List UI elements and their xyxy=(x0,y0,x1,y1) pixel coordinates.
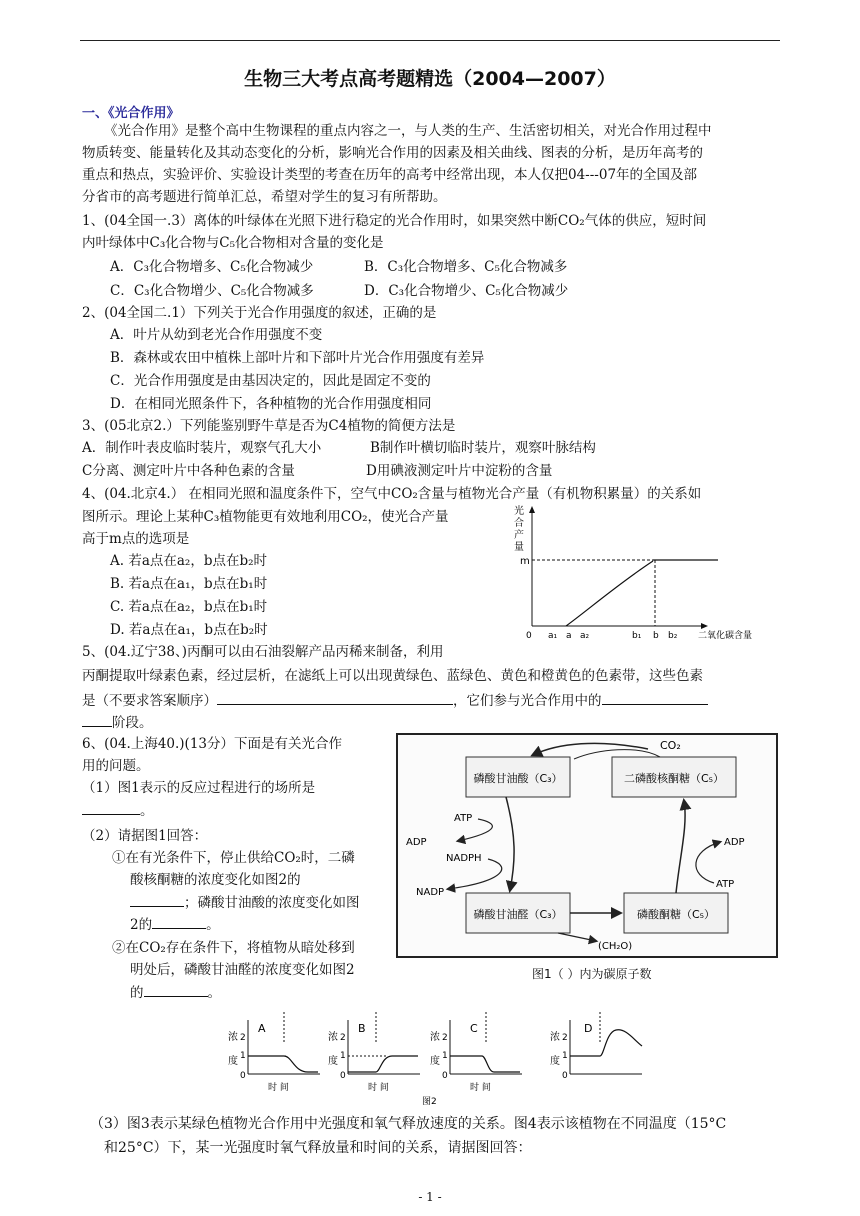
graph-tick-b: b xyxy=(653,631,659,641)
q4-option-d: D. 若a点在a₁，b点在b₂时 xyxy=(110,622,268,638)
panel-b-tick-1: 1 xyxy=(340,1051,346,1061)
page-number: - 1 - xyxy=(418,1190,442,1204)
panel-a-tick-2: 2 xyxy=(240,1033,246,1043)
intro-line-4: 分省市的高考题进行简单汇总，希望对学生的复习有所帮助。 xyxy=(82,189,447,205)
q5-line-4-text: 阶段。 xyxy=(112,715,153,731)
panel-c-ylabel-top: 浓 xyxy=(430,1032,440,1043)
graph-tick-b2: b₂ xyxy=(668,631,678,641)
figure-1-calvin-cycle xyxy=(396,733,778,958)
adp-label-right: ADP xyxy=(724,837,745,848)
q5-line-3-mid: ，它们参与光合作用中的 xyxy=(453,693,602,709)
graph-ylabel-3: 产 xyxy=(514,530,524,541)
panel-c-ylabel-bottom: 度 xyxy=(430,1056,440,1067)
q1-option-c: C．C₃化合物增少、C₅化合物减多 xyxy=(110,283,314,299)
q3-option-a: A．制作叶表皮临时装片，观察气孔大小 xyxy=(82,440,322,456)
q6-sub2-2-end: 。 xyxy=(207,985,221,1001)
q5-line-3 xyxy=(82,690,708,711)
q6-sub1-line: （1）图1表示的反应过程进行的场所是 xyxy=(82,780,316,796)
ru5p-to-rubp-arrow xyxy=(676,801,685,893)
q1-option-d: D．C₃化合物增少、C₅化合物减少 xyxy=(364,283,569,299)
panel-a-ylabel-bottom: 度 xyxy=(228,1056,238,1067)
panel-b-ylabel-top: 浓 xyxy=(328,1032,338,1043)
q1-option-b: B．C₃化合物增多、C₅化合物减多 xyxy=(364,259,568,275)
graph-origin: 0 xyxy=(526,631,532,641)
graph-tick-b1: b₁ xyxy=(632,631,642,641)
q5-line-1: 5、(04.辽宁38、)丙酮可以由石油裂解产品丙稀来制备，利用 xyxy=(82,644,444,660)
graph-panel-b xyxy=(328,1012,420,1093)
panel-a-label: A xyxy=(258,1022,266,1035)
pga-to-pgald-arrow xyxy=(506,797,514,890)
q3-option-c: C分离、测定叶片中各种色素的含量 xyxy=(82,463,295,479)
panel-b-ylabel-bottom: 度 xyxy=(328,1056,338,1067)
atp-label-left: ATP xyxy=(454,813,473,824)
nadp-label: NADP xyxy=(416,887,445,898)
q5-answer-blank-2[interactable] xyxy=(602,690,708,705)
graph-panel-d xyxy=(550,1012,642,1081)
graph-x-arrow xyxy=(701,623,708,629)
graph-ylabel-1: 光 xyxy=(514,506,524,517)
panel-b-curve xyxy=(348,1056,418,1072)
panel-c-curve xyxy=(450,1056,520,1072)
q6-sub2-heading: （2）请据图1回答： xyxy=(82,828,208,844)
q3-option-d: D用碘液测定叶片中淀粉的含量 xyxy=(366,463,553,479)
panel-c-xlabel: 时 间 xyxy=(470,1083,491,1093)
figure-2-concentration-graphs xyxy=(220,1004,680,1108)
panel-d-ylabel-top: 浓 xyxy=(550,1032,560,1043)
q1-stem-line-1: 1、(04全国一.3）离体的叶绿体在光照下进行稳定的光合作用时，如果突然中断CO₂气体的供应，短时间 xyxy=(82,213,707,229)
q6-sub2-1-blank-2[interactable] xyxy=(152,914,206,929)
q4-stem-line-2: 图所示。理论上某种C₃植物能更有效地利用CO₂，使光合产量 xyxy=(82,509,449,525)
q6-sub2-1-line-1: ①在有光条件下，停止供给CO₂时，二磷 xyxy=(112,850,355,866)
graph-tick-a1: a₁ xyxy=(548,631,558,641)
q4-stem-line-3: 高于m点的选项是 xyxy=(82,531,190,547)
panel-d-tick-2: 2 xyxy=(562,1033,568,1043)
graph-xlabel: 二氧化碳含量 xyxy=(698,631,753,641)
panel-d-tick-0: 0 xyxy=(562,1071,568,1081)
q6-sub3-line-2: 和25°C）下，某一光强度时氧气释放量和时间的关系，请据图回答： xyxy=(104,1140,532,1156)
panel-c-label: C xyxy=(470,1022,478,1035)
header-rule xyxy=(80,40,780,41)
q2-stem: 2、(04全国二.1）下列关于光合作用强度的叙述，正确的是 xyxy=(82,305,437,321)
q5-line-3-start: 是（不要求答案顺序） xyxy=(82,693,217,709)
panel-c-tick-1: 1 xyxy=(442,1051,448,1061)
box-pgald-label: 磷酸甘油醛（C₃） xyxy=(473,908,563,921)
q2-option-b: B．森林或农田中植株上部叶片和下部叶片光合作用强度有差异 xyxy=(110,350,485,366)
box-rubp-label: 二磷酸核酮糖（C₅） xyxy=(623,772,725,785)
figure-1-caption: 图1（ ）内为碳原子数 xyxy=(532,967,652,981)
q6-sub2-1-line-2: 酸核酮糖的浓度变化如图2的 xyxy=(130,872,301,888)
q2-option-a: A．叶片从幼到老光合作用强度不变 xyxy=(110,327,323,343)
intro-line-2: 物质转变、能量转化及其动态变化的分析，影响光合作用的因素及相关曲线、图表的分析，是历年高考的 xyxy=(82,145,703,161)
q4-option-a: A. 若a点在a₂，b点在b₂时 xyxy=(110,553,268,569)
panel-b-xlabel: 时 间 xyxy=(368,1083,389,1093)
q6-sub2-1-line-4 xyxy=(130,914,220,935)
adp-label-left: ADP xyxy=(406,837,427,848)
q3-option-b: B制作叶横切临时装片，观察叶脉结构 xyxy=(370,440,596,456)
q2-option-c: C．光合作用强度是由基因决定的，因此是固定不变的 xyxy=(110,373,431,389)
graph-panel-c xyxy=(430,1012,522,1093)
box-pga-label: 磷酸甘油酸（C₃） xyxy=(473,772,563,785)
intro-line-1: 《光合作用》是整个高中生物课程的重点内容之一，与人类的生产、生活密切相关，对光合作用过程中 xyxy=(104,123,712,139)
graph-curve xyxy=(566,561,653,626)
panel-a-xlabel: 时 间 xyxy=(268,1083,289,1093)
q5-line-4 xyxy=(82,712,153,733)
panel-b-label: B xyxy=(358,1022,366,1035)
q6-sub2-1-line-3 xyxy=(130,892,360,913)
pgald-to-ch2o-arrow xyxy=(558,933,596,941)
q6-sub2-1-end: 。 xyxy=(206,917,220,933)
ch2o-label: (CH₂O) xyxy=(598,941,633,952)
q5-answer-blank-3[interactable] xyxy=(82,712,112,727)
q6-stem-line-1: 6、(04.上海40.)(13分）下面是有关光合作 xyxy=(82,736,343,752)
atp-to-adp-right xyxy=(696,842,720,883)
graph-ylabel-4: 量 xyxy=(514,542,524,553)
figure-2-caption: 图2 xyxy=(422,1097,437,1107)
q4-option-b: B. 若a点在a₁，b点在b₁时 xyxy=(110,576,268,592)
intro-line-3: 重点和热点，实验评价、实验设计类型的考查在历年的高考中经常出现，本人仅把04---07年的全国及部 xyxy=(82,167,698,183)
page-title: 生物三大考点高考题精选（2004—2007） xyxy=(244,68,616,90)
q6-stem-line-2: 用的问题。 xyxy=(82,758,150,774)
q6-sub2-2-line-2: 明处后，磷酸甘油醛的浓度变化如图2 xyxy=(130,962,355,978)
panel-c-tick-2: 2 xyxy=(442,1033,448,1043)
graph-tick-a2: a₂ xyxy=(580,631,590,641)
box-ru5p-label: 磷酸酮糖（C₅） xyxy=(636,908,716,921)
panel-a-tick-1: 1 xyxy=(240,1051,246,1061)
co2-label: CO₂ xyxy=(660,739,681,752)
section-heading: 一、《光合作用》 xyxy=(82,106,180,121)
graph-y-arrow xyxy=(529,506,535,513)
panel-a-curve xyxy=(248,1056,318,1072)
q4-option-c: C. 若a点在a₂，b点在b₁时 xyxy=(110,599,268,615)
panel-d-tick-1: 1 xyxy=(562,1051,568,1061)
q1-stem-line-2: 内叶绿体中C₃化合物与C₅化合物相对含量的变化是 xyxy=(82,235,384,251)
q6-sub2-2-blank[interactable] xyxy=(144,982,208,997)
atp-label-right: ATP xyxy=(716,879,735,890)
graph-tick-a: a xyxy=(566,631,572,641)
panel-b-tick-0: 0 xyxy=(340,1071,346,1081)
panel-d-ylabel-bottom: 度 xyxy=(550,1056,560,1067)
q6-sub2-1-blank-1[interactable] xyxy=(130,892,184,907)
q6-sub2-1-mid: ；磷酸甘油酸的浓度变化如图 xyxy=(184,895,360,911)
panel-b-tick-2: 2 xyxy=(340,1033,346,1043)
panel-d-curve xyxy=(570,1030,642,1056)
panel-d-label: D xyxy=(584,1022,593,1035)
q6-sub1-end: 。 xyxy=(140,803,154,819)
graph-panel-a xyxy=(228,1012,320,1093)
q5-answer-blank-1[interactable] xyxy=(217,690,453,705)
q2-option-d: D．在相同光照条件下，各种植物的光合作用强度相同 xyxy=(110,396,432,412)
q1-option-a: A．C₃化合物增多、C₅化合物减少 xyxy=(110,259,314,275)
q6-sub1-blank[interactable] xyxy=(82,800,140,815)
q6-sub3-line-1: （3）图3表示某绿色植物光合作用中光强度和氧气释放速度的关系。图4表示该植物在不同温度（15°C xyxy=(90,1116,727,1132)
panel-a-ylabel-top: 浓 xyxy=(228,1032,238,1043)
q6-sub1-answer xyxy=(82,800,154,821)
q6-sub2-1-ref: 2的 xyxy=(130,917,153,933)
q3-stem: 3、(05北京2.）下列能鉴别野牛草是否为C4植物的简便方法是 xyxy=(82,418,456,434)
panel-a-tick-0: 0 xyxy=(240,1071,246,1081)
q6-sub2-2-ref: 的 xyxy=(130,985,144,1001)
nadph-label: NADPH xyxy=(446,853,482,864)
q5-line-2: 丙酮提取叶绿素色素，经过层析，在滤纸上可以出现黄绿色、蓝绿色、黄色和橙黄色的色素带，这些色素 xyxy=(82,668,703,684)
graph-ylabel-2: 合 xyxy=(514,518,524,529)
graph-m-label: m xyxy=(520,556,530,567)
panel-c-tick-0: 0 xyxy=(442,1071,448,1081)
q6-sub2-2-line-1: ②在CO₂存在条件下，将植物从暗处移到 xyxy=(112,940,355,956)
q4-stem-line-1: 4、(04.北京4.） 在相同光照和温度条件下，空气中CO₂含量与植物光合产量（有机物积累量）的关系如 xyxy=(82,486,702,502)
q6-sub2-2-line-3 xyxy=(130,982,221,1003)
co2-yield-graph xyxy=(508,500,780,648)
